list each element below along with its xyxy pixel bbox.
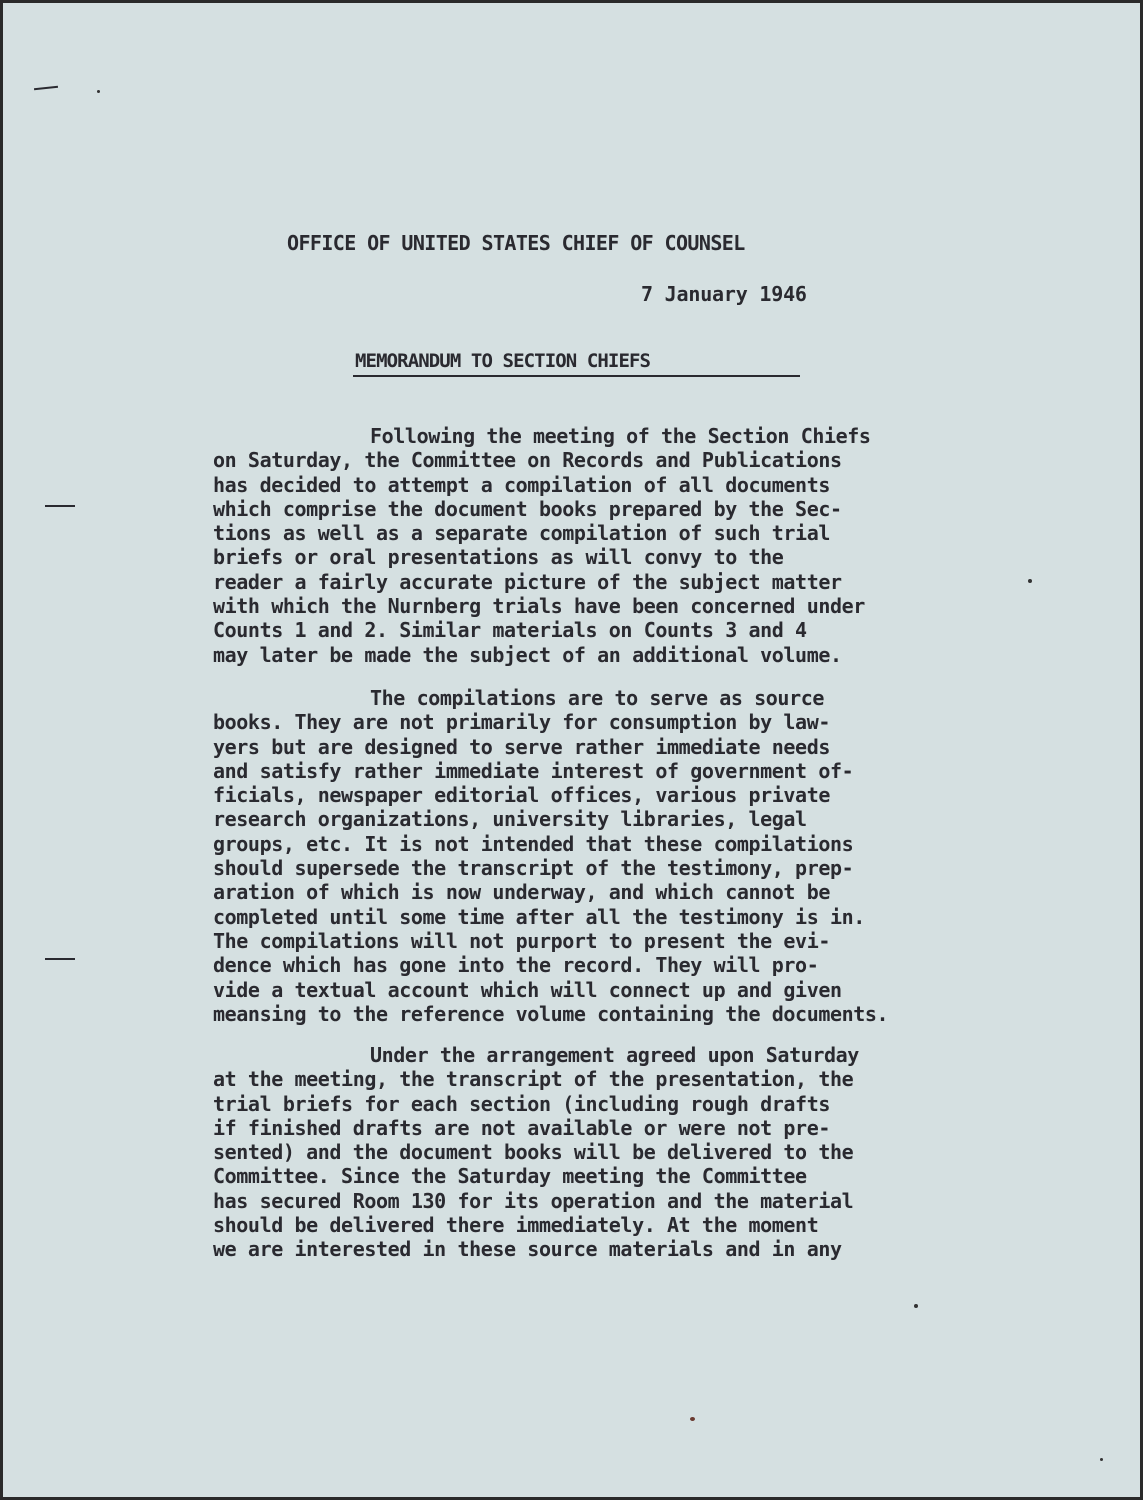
paragraph-line: books. They are not primarily for consumption by law-	[213, 710, 830, 735]
paragraph-line: on Saturday, the Committee on Records and Publications	[213, 448, 842, 473]
paragraph-line: vide a textual account which will connect up and given	[213, 977, 842, 1002]
paragraph-line: tions as well as a separate compilation of such trial	[213, 521, 830, 546]
memo-title: MEMORANDUM TO SECTION CHIEFS	[355, 350, 651, 372]
paragraph-line: Committee. Since the Saturday meeting the Committee	[213, 1164, 807, 1189]
memo-date: 7 January 1946	[641, 282, 807, 306]
ink-speck	[97, 90, 100, 93]
paragraph-line: aration of which is now underway, and which cannot be	[213, 880, 830, 905]
paragraph-1	[213, 424, 871, 667]
paragraph-line: if finished drafts are not available or were not pre-	[213, 1115, 830, 1140]
paragraph-line: completed until some time after all the testimony is in.	[213, 904, 865, 929]
paragraph-line: at the meeting, the transcript of the presentation, the	[213, 1067, 854, 1092]
paragraph-line: which comprise the document books prepared by the Sec-	[213, 496, 842, 521]
margin-mark	[45, 505, 75, 507]
paragraph-line: ficials, newspaper editorial offices, various private	[213, 783, 830, 808]
paragraph-line: briefs or oral presentations as will convy to the	[213, 545, 784, 570]
paragraph-line: Following the meeting of the Section Chiefs	[370, 424, 871, 448]
margin-mark	[45, 958, 75, 960]
paragraph-line: and satisfy rather immediate interest of government of-	[213, 758, 854, 783]
ink-speck	[1100, 1458, 1103, 1461]
paragraph-2	[213, 686, 888, 1026]
paragraph-line: dence which has gone into the record. They will pro-	[213, 953, 819, 978]
paragraph-line: meansing to the reference volume containing the documents.	[213, 1001, 889, 1026]
paragraph-line: yers but are designed to serve rather immediate needs	[213, 734, 830, 759]
ink-speck	[1028, 579, 1032, 583]
paragraph-line: may later be made the subject of an additional volume.	[213, 642, 842, 667]
paragraph-line: sented) and the document books will be delivered to the	[213, 1140, 854, 1165]
paragraph-line: should be delivered there immediately. At the moment	[213, 1213, 819, 1238]
margin-mark	[34, 86, 58, 90]
ink-speck	[690, 1417, 695, 1421]
paragraph-3	[213, 1043, 859, 1262]
office-heading: OFFICE OF UNITED STATES CHIEF OF COUNSEL	[287, 231, 745, 255]
ink-speck	[914, 1304, 918, 1308]
paragraph-line: has secured Room 130 for its operation and the material	[213, 1188, 854, 1213]
paragraph-line: we are interested in these source materials and in any	[213, 1237, 842, 1262]
paragraph-line: should supersede the transcript of the testimony, prep-	[213, 856, 854, 881]
paragraph-line: Under the arrangement agreed upon Saturday	[370, 1043, 859, 1067]
paragraph-line: trial briefs for each section (including rough drafts	[213, 1091, 830, 1116]
memo-title-underline	[353, 375, 800, 377]
paragraph-line: has decided to attempt a compilation of all documents	[213, 472, 830, 497]
paragraph-line: with which the Nurnberg trials have been concerned under	[213, 594, 865, 619]
paragraph-line: groups, etc. It is not intended that these compilations	[213, 831, 854, 856]
paragraph-line: The compilations will not purport to present the evi-	[213, 928, 830, 953]
paragraph-line: research organizations, university libraries, legal	[213, 807, 807, 832]
paragraph-line: The compilations are to serve as source	[370, 686, 824, 710]
paragraph-line: reader a fairly accurate picture of the subject matter	[213, 569, 842, 594]
paragraph-line: Counts 1 and 2. Similar materials on Counts 3 and 4	[213, 618, 807, 643]
